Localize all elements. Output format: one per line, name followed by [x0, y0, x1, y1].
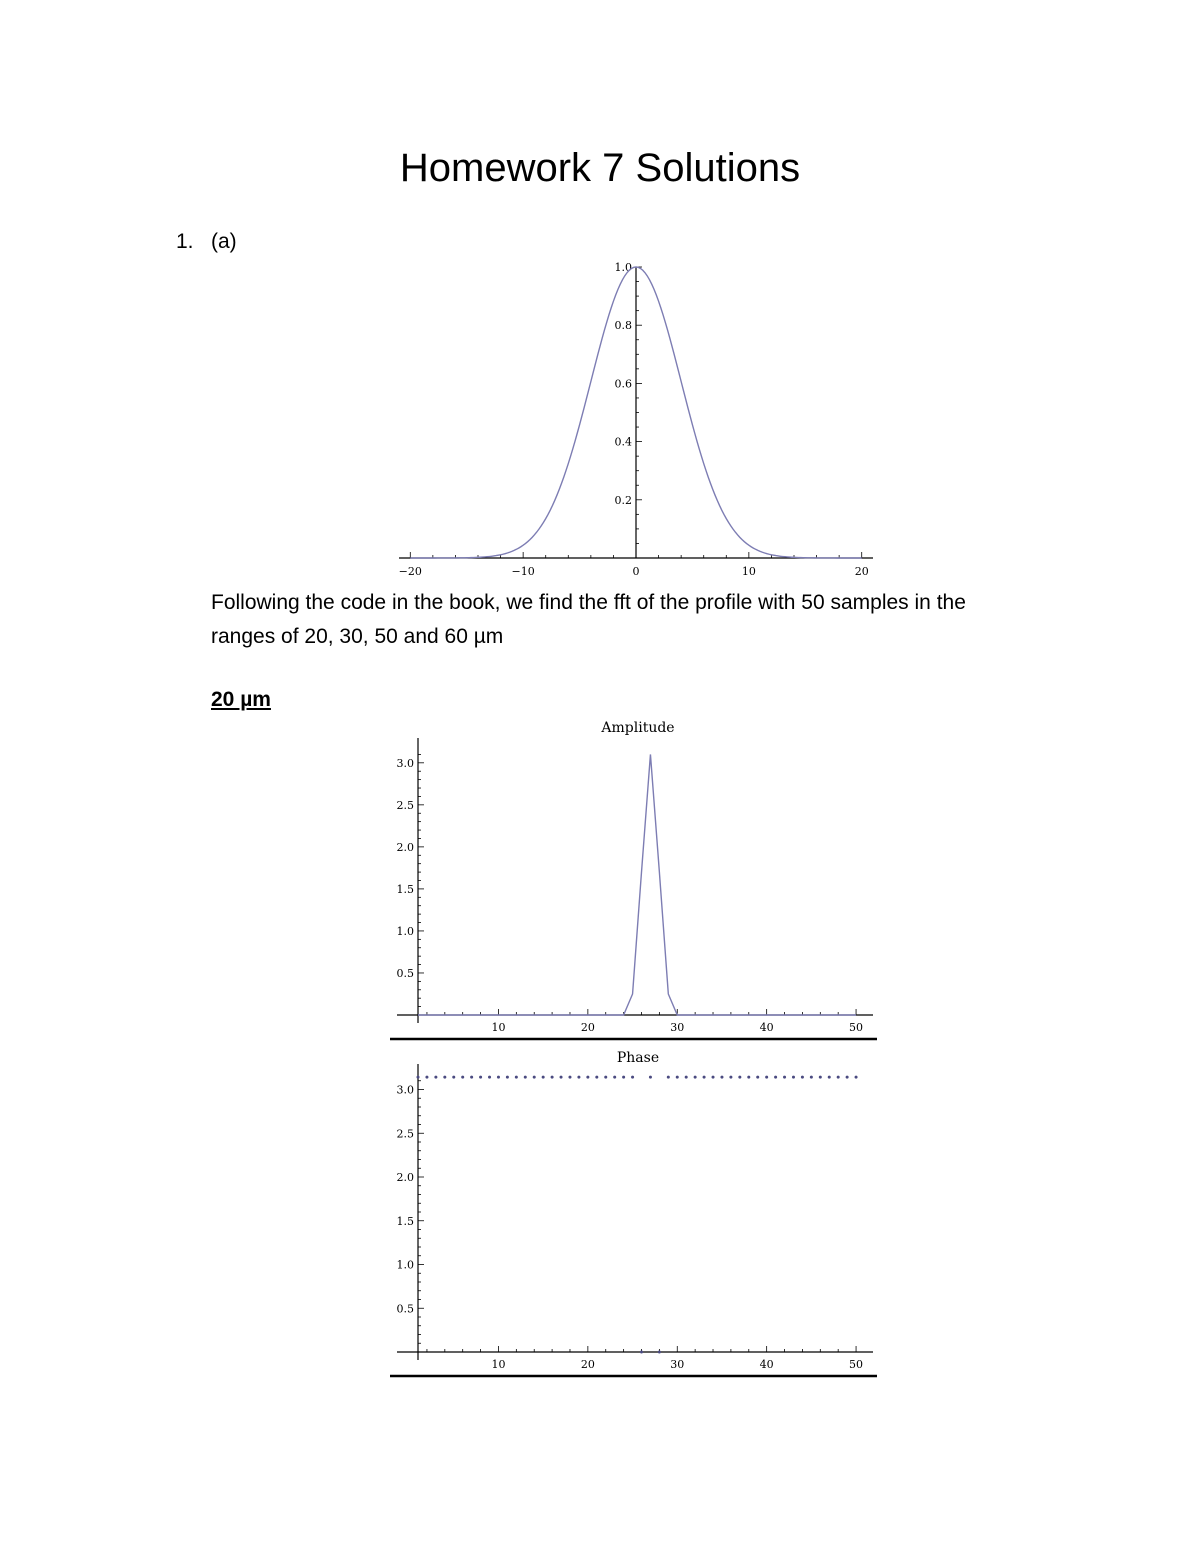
phase-point [470, 1076, 473, 1079]
phase-point [774, 1076, 777, 1079]
x-tick-label: 50 [849, 1021, 864, 1034]
phase-point [568, 1076, 571, 1079]
phase-point [577, 1076, 580, 1079]
phase-point [560, 1076, 563, 1079]
phase-point [515, 1076, 518, 1079]
y-tick-label: 0.5 [396, 1302, 414, 1316]
phase-point [479, 1076, 482, 1079]
y-tick-label: 1.5 [396, 882, 414, 896]
phase-point [720, 1076, 723, 1079]
chart-title: Amplitude [601, 720, 675, 736]
phase-point [703, 1076, 706, 1079]
phase-point [452, 1076, 455, 1079]
y-tick-label: 2.0 [396, 1171, 414, 1184]
phase-point [685, 1076, 688, 1079]
phase-point [828, 1076, 831, 1079]
x-tick-label: 20 [580, 1358, 595, 1371]
y-tick-label: 0.6 [614, 377, 632, 391]
amplitude-chart [385, 712, 885, 1047]
x-tick-label: 40 [759, 1358, 774, 1371]
phase-point [658, 1351, 661, 1354]
phase-point [765, 1076, 768, 1079]
phase-point [622, 1076, 625, 1079]
phase-point [542, 1076, 545, 1079]
x-tick-label: 50 [849, 1358, 864, 1371]
phase-point [837, 1076, 840, 1079]
phase-point [497, 1076, 500, 1079]
phase-point [792, 1076, 795, 1079]
phase-point [738, 1076, 741, 1079]
phase-chart [385, 1042, 885, 1387]
x-tick-label: −20 [398, 565, 422, 578]
phase-point [506, 1076, 509, 1079]
phase-point [488, 1076, 491, 1079]
phase-point [640, 1351, 643, 1354]
amplitude-series-line [418, 754, 856, 1015]
phase-point [533, 1076, 536, 1079]
phase-point [667, 1076, 670, 1079]
x-tick-label: −10 [511, 565, 535, 578]
y-tick-label: 2.5 [396, 798, 414, 812]
phase-point [461, 1076, 464, 1079]
question-part-label: (a) [211, 230, 237, 253]
section-label-20um: 20 µm [211, 688, 271, 711]
phase-point [613, 1076, 616, 1079]
x-tick-label: 10 [741, 565, 756, 578]
gaussian-profile-chart [395, 255, 885, 585]
phase-point [756, 1076, 759, 1079]
body-paragraph: Following the code in the book, we find the fft of the profile with 50 samples in the ranges of 20, 30, 50 and 60 µm [211, 591, 966, 648]
x-tick-label: 30 [670, 1021, 685, 1034]
y-tick-label: 1.0 [396, 924, 414, 938]
y-tick-label: 0.5 [396, 966, 414, 980]
phase-point [425, 1076, 428, 1079]
x-tick-label: 0 [632, 565, 640, 578]
phase-point [524, 1076, 527, 1079]
y-tick-label: 2.5 [396, 1127, 414, 1141]
x-tick-label: 40 [759, 1021, 774, 1034]
phase-point [631, 1076, 634, 1079]
phase-point [729, 1076, 732, 1079]
phase-point [551, 1076, 554, 1079]
phase-point [855, 1076, 858, 1079]
x-tick-label: 30 [670, 1358, 685, 1371]
x-tick-label: 20 [854, 565, 869, 578]
y-tick-label: 1.5 [396, 1214, 414, 1228]
y-tick-label: 3.0 [396, 756, 414, 770]
y-tick-label: 1.0 [614, 261, 632, 274]
phase-point [417, 1076, 420, 1079]
phase-point [694, 1076, 697, 1079]
phase-point [443, 1076, 446, 1079]
chart-title: Phase [616, 1050, 660, 1066]
phase-point [747, 1076, 750, 1079]
phase-point [810, 1076, 813, 1079]
phase-point [783, 1076, 786, 1079]
phase-point [434, 1076, 437, 1079]
phase-point [801, 1076, 804, 1079]
y-tick-label: 1.0 [396, 1258, 414, 1272]
phase-point [595, 1076, 598, 1079]
phase-point [586, 1076, 589, 1079]
page-title: Homework 7 Solutions [399, 146, 801, 190]
x-tick-label: 20 [580, 1021, 595, 1034]
phase-point [712, 1076, 715, 1079]
phase-point [819, 1076, 822, 1079]
y-tick-label: 3.0 [396, 1083, 414, 1097]
y-tick-label: 0.8 [614, 319, 632, 333]
x-tick-label: 10 [491, 1021, 506, 1034]
phase-point [676, 1076, 679, 1079]
y-tick-label: 0.4 [614, 435, 632, 449]
phase-point [604, 1076, 607, 1079]
y-tick-label: 0.2 [614, 493, 632, 507]
y-tick-label: 2.0 [396, 840, 414, 854]
phase-point [649, 1076, 652, 1079]
question-number: 1. [176, 230, 194, 253]
phase-point [846, 1076, 849, 1079]
x-tick-label: 10 [491, 1358, 506, 1371]
